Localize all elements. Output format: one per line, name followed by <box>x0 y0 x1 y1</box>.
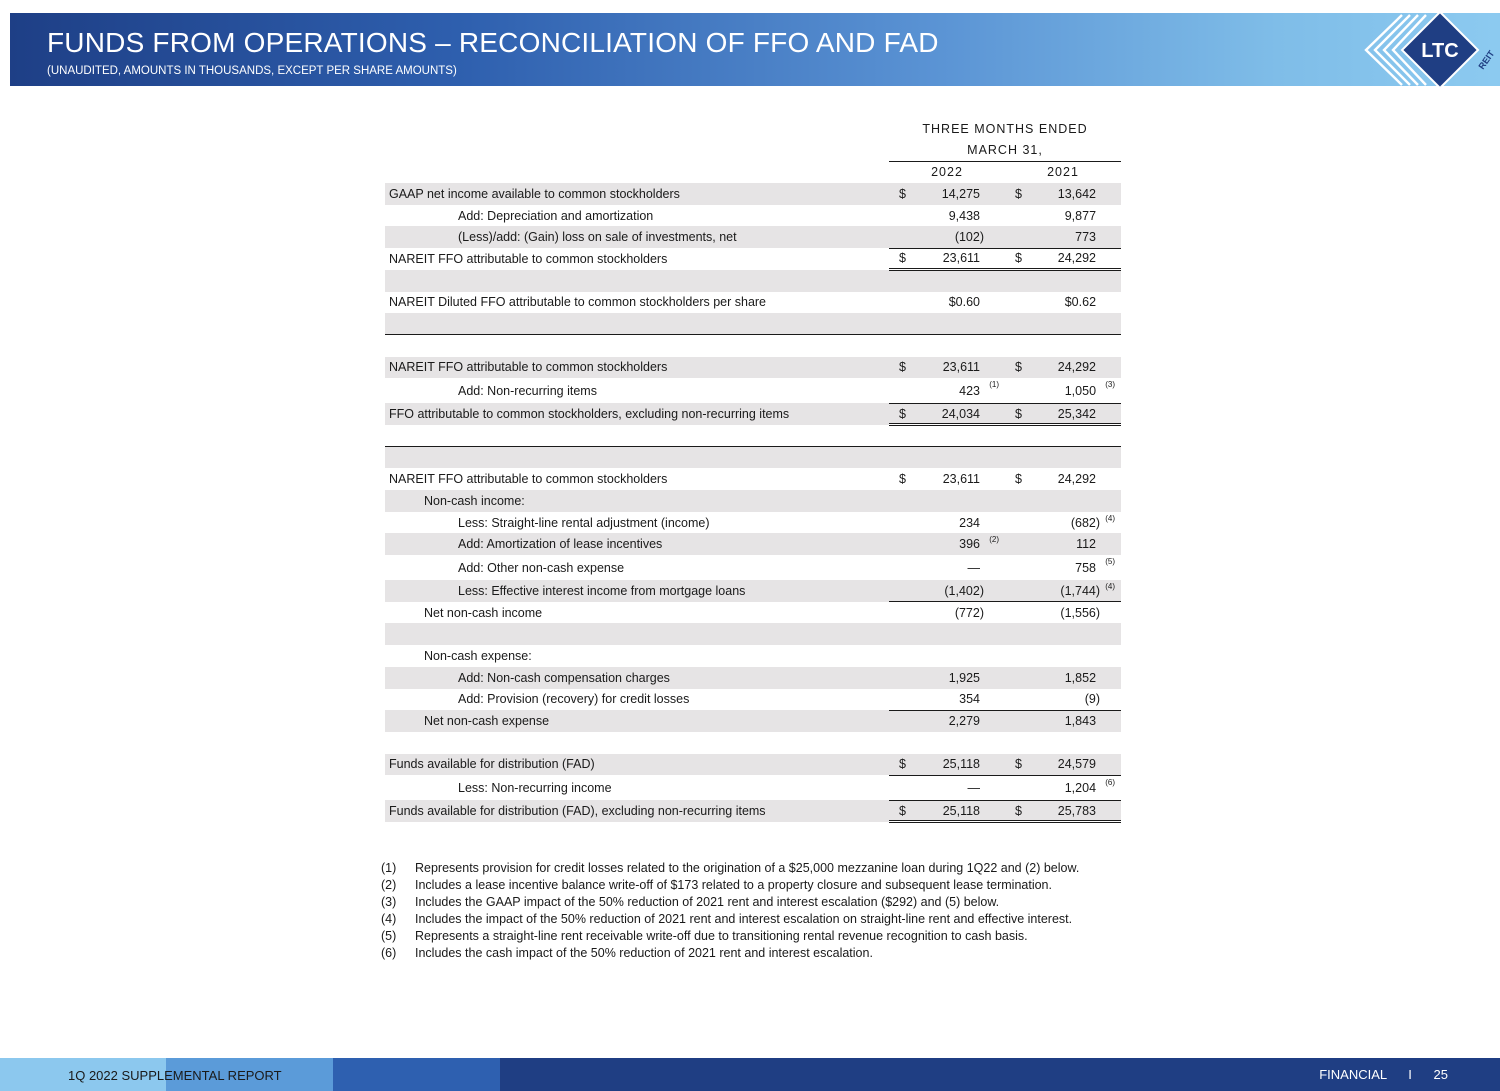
value-cell-2021 <box>1005 183 1121 205</box>
row-label: Non-cash income: <box>385 490 889 512</box>
value-cell-2022 <box>889 667 1005 689</box>
value-cell-2021 <box>1005 468 1121 490</box>
value-cell-2022 <box>889 378 1005 403</box>
value-cell-2021 <box>1005 292 1121 314</box>
value: 2,279 <box>948 714 980 729</box>
row-label: Less: Non-recurring income <box>458 780 612 795</box>
row-label: Add: Provision (recovery) for credit losses <box>458 692 690 707</box>
spacer-row <box>385 425 1121 447</box>
table-row <box>385 533 1121 555</box>
value-cell-2021 <box>1005 490 1121 512</box>
currency-symbol: $ <box>899 803 906 818</box>
table-row <box>385 555 1121 580</box>
footnote <box>381 945 1079 962</box>
table-row <box>385 292 1121 314</box>
column-header-2021: 2021 <box>1005 161 1121 183</box>
currency-symbol: $ <box>1015 406 1022 421</box>
value-cell-2021 <box>1005 205 1121 227</box>
value-cell-2022 <box>889 490 1005 512</box>
value-cell-2021 <box>1005 602 1121 624</box>
table-row <box>385 468 1121 490</box>
ltc-reit-logo-icon <box>1362 10 1496 90</box>
footnote-text: Includes the cash impact of the 50% reduction of 2021 rent and interest escalation. <box>415 946 873 960</box>
currency-symbol: $ <box>899 472 906 487</box>
currency-symbol: $ <box>899 186 906 201</box>
value-cell-2021 <box>1005 533 1121 555</box>
value: 24,292 <box>1057 251 1097 266</box>
value-cell-2021 <box>1005 580 1121 602</box>
page-footer <box>0 1058 1500 1091</box>
currency-symbol: $ <box>1015 251 1022 266</box>
footnote <box>381 894 1079 911</box>
row-label: Less: Straight-line rental adjustment (income) <box>458 515 710 530</box>
row-label: (Less)/add: (Gain) loss on sale of investments, net <box>385 226 889 248</box>
table-row <box>385 357 1121 379</box>
footnote-text: Includes a lease incentive balance write-off of $173 related to a property closure and subsequent lease termination. <box>415 878 1052 892</box>
table-row <box>385 602 1121 624</box>
value-cell-2022 <box>889 205 1005 227</box>
value: (772) <box>954 605 984 620</box>
currency-symbol: $ <box>1015 757 1022 772</box>
footnote-marker: (3) <box>1105 380 1116 390</box>
footnote <box>381 860 1079 877</box>
footnote-marker: (1) <box>989 380 999 390</box>
footer-separator: I <box>1408 1067 1412 1082</box>
table-row <box>385 183 1121 205</box>
value: 773 <box>1075 230 1097 245</box>
table-row <box>385 403 1121 425</box>
value-cell-2022 <box>889 512 1005 534</box>
value-cell-2022 <box>889 468 1005 490</box>
value-cell-2021 <box>1005 754 1121 776</box>
table-row <box>385 205 1121 227</box>
value: 25,783 <box>1057 803 1097 818</box>
footnotes <box>381 860 1079 962</box>
value-cell-2021 <box>1005 226 1121 248</box>
table-row <box>385 226 1121 248</box>
footnote-number: (1) <box>381 861 397 875</box>
value-cell-2022 <box>889 555 1005 580</box>
ffo-fad-reconciliation-table <box>385 118 1121 823</box>
table-row <box>385 689 1121 711</box>
currency-symbol: $ <box>1015 186 1022 201</box>
footnote-text: Includes the GAAP impact of the 50% reduction of 2021 rent and interest escalation ($292) and (5) below. <box>415 895 1000 909</box>
value: 9,438 <box>948 208 980 223</box>
currency-symbol: $ <box>1015 360 1022 375</box>
value-cell-2022 <box>889 533 1005 555</box>
value-cell-2022 <box>889 403 1005 425</box>
footnote-number: (6) <box>381 946 397 960</box>
value: (102) <box>954 230 984 245</box>
row-label: Funds available for distribution (FAD) <box>385 754 889 776</box>
value: 396 <box>959 537 980 552</box>
page-subtitle: (UNAUDITED, AMOUNTS IN THOUSANDS, EXCEPT PER SHARE AMOUNTS) <box>47 65 457 77</box>
row-label: Add: Amortization of lease incentives <box>385 533 889 555</box>
value-cell-2021 <box>1005 555 1121 580</box>
footnote-text: Represents provision for credit losses related to the origination of a $25,000 mezzanine loan during 1Q22 and (2) below. <box>415 861 1080 875</box>
spacer-row <box>385 270 1121 292</box>
currency-symbol: $ <box>899 406 906 421</box>
row-label: NAREIT FFO attributable to common stockholders <box>385 357 889 379</box>
row-label: Net non-cash income <box>424 605 543 620</box>
value: 23,611 <box>942 360 980 375</box>
table-row <box>385 490 1121 512</box>
value-cell-2021 <box>1005 800 1121 822</box>
table-row <box>385 667 1121 689</box>
value-cell-2022 <box>889 689 1005 711</box>
value: 23,611 <box>942 472 980 487</box>
table-header-row <box>385 140 1121 162</box>
value-cell-2022 <box>889 602 1005 624</box>
value-cell-2022 <box>889 248 1005 270</box>
row-label: Add: Other non-cash expense <box>458 560 625 575</box>
footnote-marker: (5) <box>1105 557 1116 567</box>
row-label: NAREIT FFO attributable to common stockholders <box>389 472 668 487</box>
section-name: FINANCIAL <box>1319 1067 1387 1082</box>
value-cell-2022 <box>889 800 1005 822</box>
value: 25,342 <box>1057 406 1097 421</box>
row-label: Non-cash expense: <box>424 648 532 663</box>
value: 24,292 <box>1057 472 1097 487</box>
value: 24,292 <box>1057 360 1097 375</box>
value: 24,034 <box>941 406 980 421</box>
value: 234 <box>959 515 980 530</box>
row-label: GAAP net income available to common stockholders <box>385 183 889 205</box>
spacer-row <box>385 335 1121 357</box>
spacer-row <box>385 623 1121 645</box>
value: 23,611 <box>942 251 980 266</box>
value: 14,275 <box>941 186 980 201</box>
value-cell-2022 <box>889 357 1005 379</box>
row-label: Funds available for distribution (FAD), excluding non-recurring items <box>385 800 889 822</box>
value: (9) <box>1084 692 1101 707</box>
table-row <box>385 378 1121 403</box>
table-row <box>385 754 1121 776</box>
table-row <box>385 775 1121 800</box>
footnote-number: (5) <box>381 929 397 943</box>
value: 25,118 <box>942 803 980 818</box>
table-row <box>385 580 1121 602</box>
value-cell-2022 <box>889 292 1005 314</box>
currency-symbol: $ <box>899 360 906 375</box>
svg-text:LTC: LTC <box>1421 40 1459 62</box>
value-cell-2022 <box>889 226 1005 248</box>
value-cell-2021 <box>1005 667 1121 689</box>
footnote <box>381 877 1079 894</box>
table-row <box>385 800 1121 822</box>
period-header: THREE MONTHS ENDED <box>922 121 1088 136</box>
value: 9,877 <box>1064 208 1097 223</box>
value-cell-2022 <box>889 645 1005 667</box>
spacer-row <box>385 447 1121 469</box>
footnote-marker: (2) <box>989 535 999 545</box>
footnote <box>381 928 1079 945</box>
footnote-marker: (4) <box>1105 582 1116 592</box>
row-label: Net non-cash expense <box>385 710 889 732</box>
value-cell-2022 <box>889 580 1005 602</box>
value-cell-2021 <box>1005 710 1121 732</box>
value: $0.62 <box>1064 295 1097 310</box>
value-cell-2021 <box>1005 248 1121 270</box>
table-row <box>385 710 1121 732</box>
value: (682) <box>1070 515 1101 530</box>
value-cell-2021 <box>1005 512 1121 534</box>
value-cell-2021 <box>1005 357 1121 379</box>
column-header-2022: 2022 <box>889 161 1005 183</box>
value: 758 <box>1075 560 1097 575</box>
row-label: NAREIT FFO attributable to common stockholders <box>389 251 668 266</box>
footnote-number: (3) <box>381 895 397 909</box>
value: 25,118 <box>942 757 980 772</box>
value: 1,843 <box>1064 714 1097 729</box>
currency-symbol: $ <box>1015 472 1022 487</box>
value: (1,556) <box>1060 605 1101 620</box>
row-label: Add: Non-recurring items <box>458 383 597 398</box>
currency-symbol: $ <box>899 757 906 772</box>
value: 24,579 <box>1057 757 1097 772</box>
row-label: Less: Effective interest income from mortgage loans <box>385 580 889 602</box>
value: (1,402) <box>944 583 984 598</box>
value-cell-2021 <box>1005 378 1121 403</box>
value: 1,204 <box>1064 780 1097 795</box>
footnote-marker: (6) <box>1105 777 1116 787</box>
value: — <box>967 560 980 575</box>
table-header-row <box>385 118 1121 140</box>
value: (1,744) <box>1060 583 1101 598</box>
value-cell-2022 <box>889 710 1005 732</box>
value: 1,050 <box>1064 383 1097 398</box>
period-header: MARCH 31, <box>967 143 1043 158</box>
row-label: FFO attributable to common stockholders, excluding non-recurring items <box>385 403 889 425</box>
value-cell-2022 <box>889 775 1005 800</box>
value-cell-2021 <box>1005 403 1121 425</box>
footer-band <box>333 1058 500 1091</box>
svg-text:REIT: REIT <box>1476 48 1496 72</box>
value-cell-2021 <box>1005 689 1121 711</box>
value: 423 <box>959 383 980 398</box>
value-cell-2021 <box>1005 775 1121 800</box>
value: 1,925 <box>948 670 980 685</box>
value: — <box>967 780 980 795</box>
value: 112 <box>1076 537 1097 552</box>
footer-section <box>1313 1067 1448 1082</box>
footnote <box>381 911 1079 928</box>
table-row <box>385 645 1121 667</box>
currency-symbol: $ <box>899 251 906 266</box>
value-cell-2021 <box>1005 645 1121 667</box>
page-number: 25 <box>1433 1067 1448 1082</box>
value: 13,642 <box>1057 186 1097 201</box>
value-cell-2022 <box>889 183 1005 205</box>
value: 354 <box>959 692 980 707</box>
row-label: NAREIT Diluted FFO attributable to common stockholders per share <box>389 295 767 310</box>
page-header <box>10 13 1500 86</box>
table-row <box>385 512 1121 534</box>
footnote-text: Represents a straight-line rent receivable write-off due to transitioning rental revenue recognition to cash basis. <box>415 929 1028 943</box>
footnote-number: (4) <box>381 912 397 926</box>
footnote-marker: (4) <box>1105 513 1116 523</box>
page-title: FUNDS FROM OPERATIONS – RECONCILIATION OF FFO AND FAD <box>47 27 939 58</box>
value: $0.60 <box>948 295 980 310</box>
row-label: Add: Non-cash compensation charges <box>385 667 889 689</box>
table-row <box>385 248 1121 270</box>
table-header-row <box>385 161 1121 183</box>
currency-symbol: $ <box>1015 803 1022 818</box>
spacer-row <box>385 732 1121 754</box>
value-cell-2022 <box>889 754 1005 776</box>
report-name: 1Q 2022 SUPPLEMENTAL REPORT <box>68 1068 282 1083</box>
spacer-row <box>385 313 1121 335</box>
row-label: Add: Depreciation and amortization <box>458 208 654 223</box>
value: 1,852 <box>1064 670 1097 685</box>
footnote-number: (2) <box>381 878 397 892</box>
footnote-text: Includes the impact of the 50% reduction of 2021 rent and interest escalation on straight-line rent and effective interest. <box>415 912 1073 926</box>
